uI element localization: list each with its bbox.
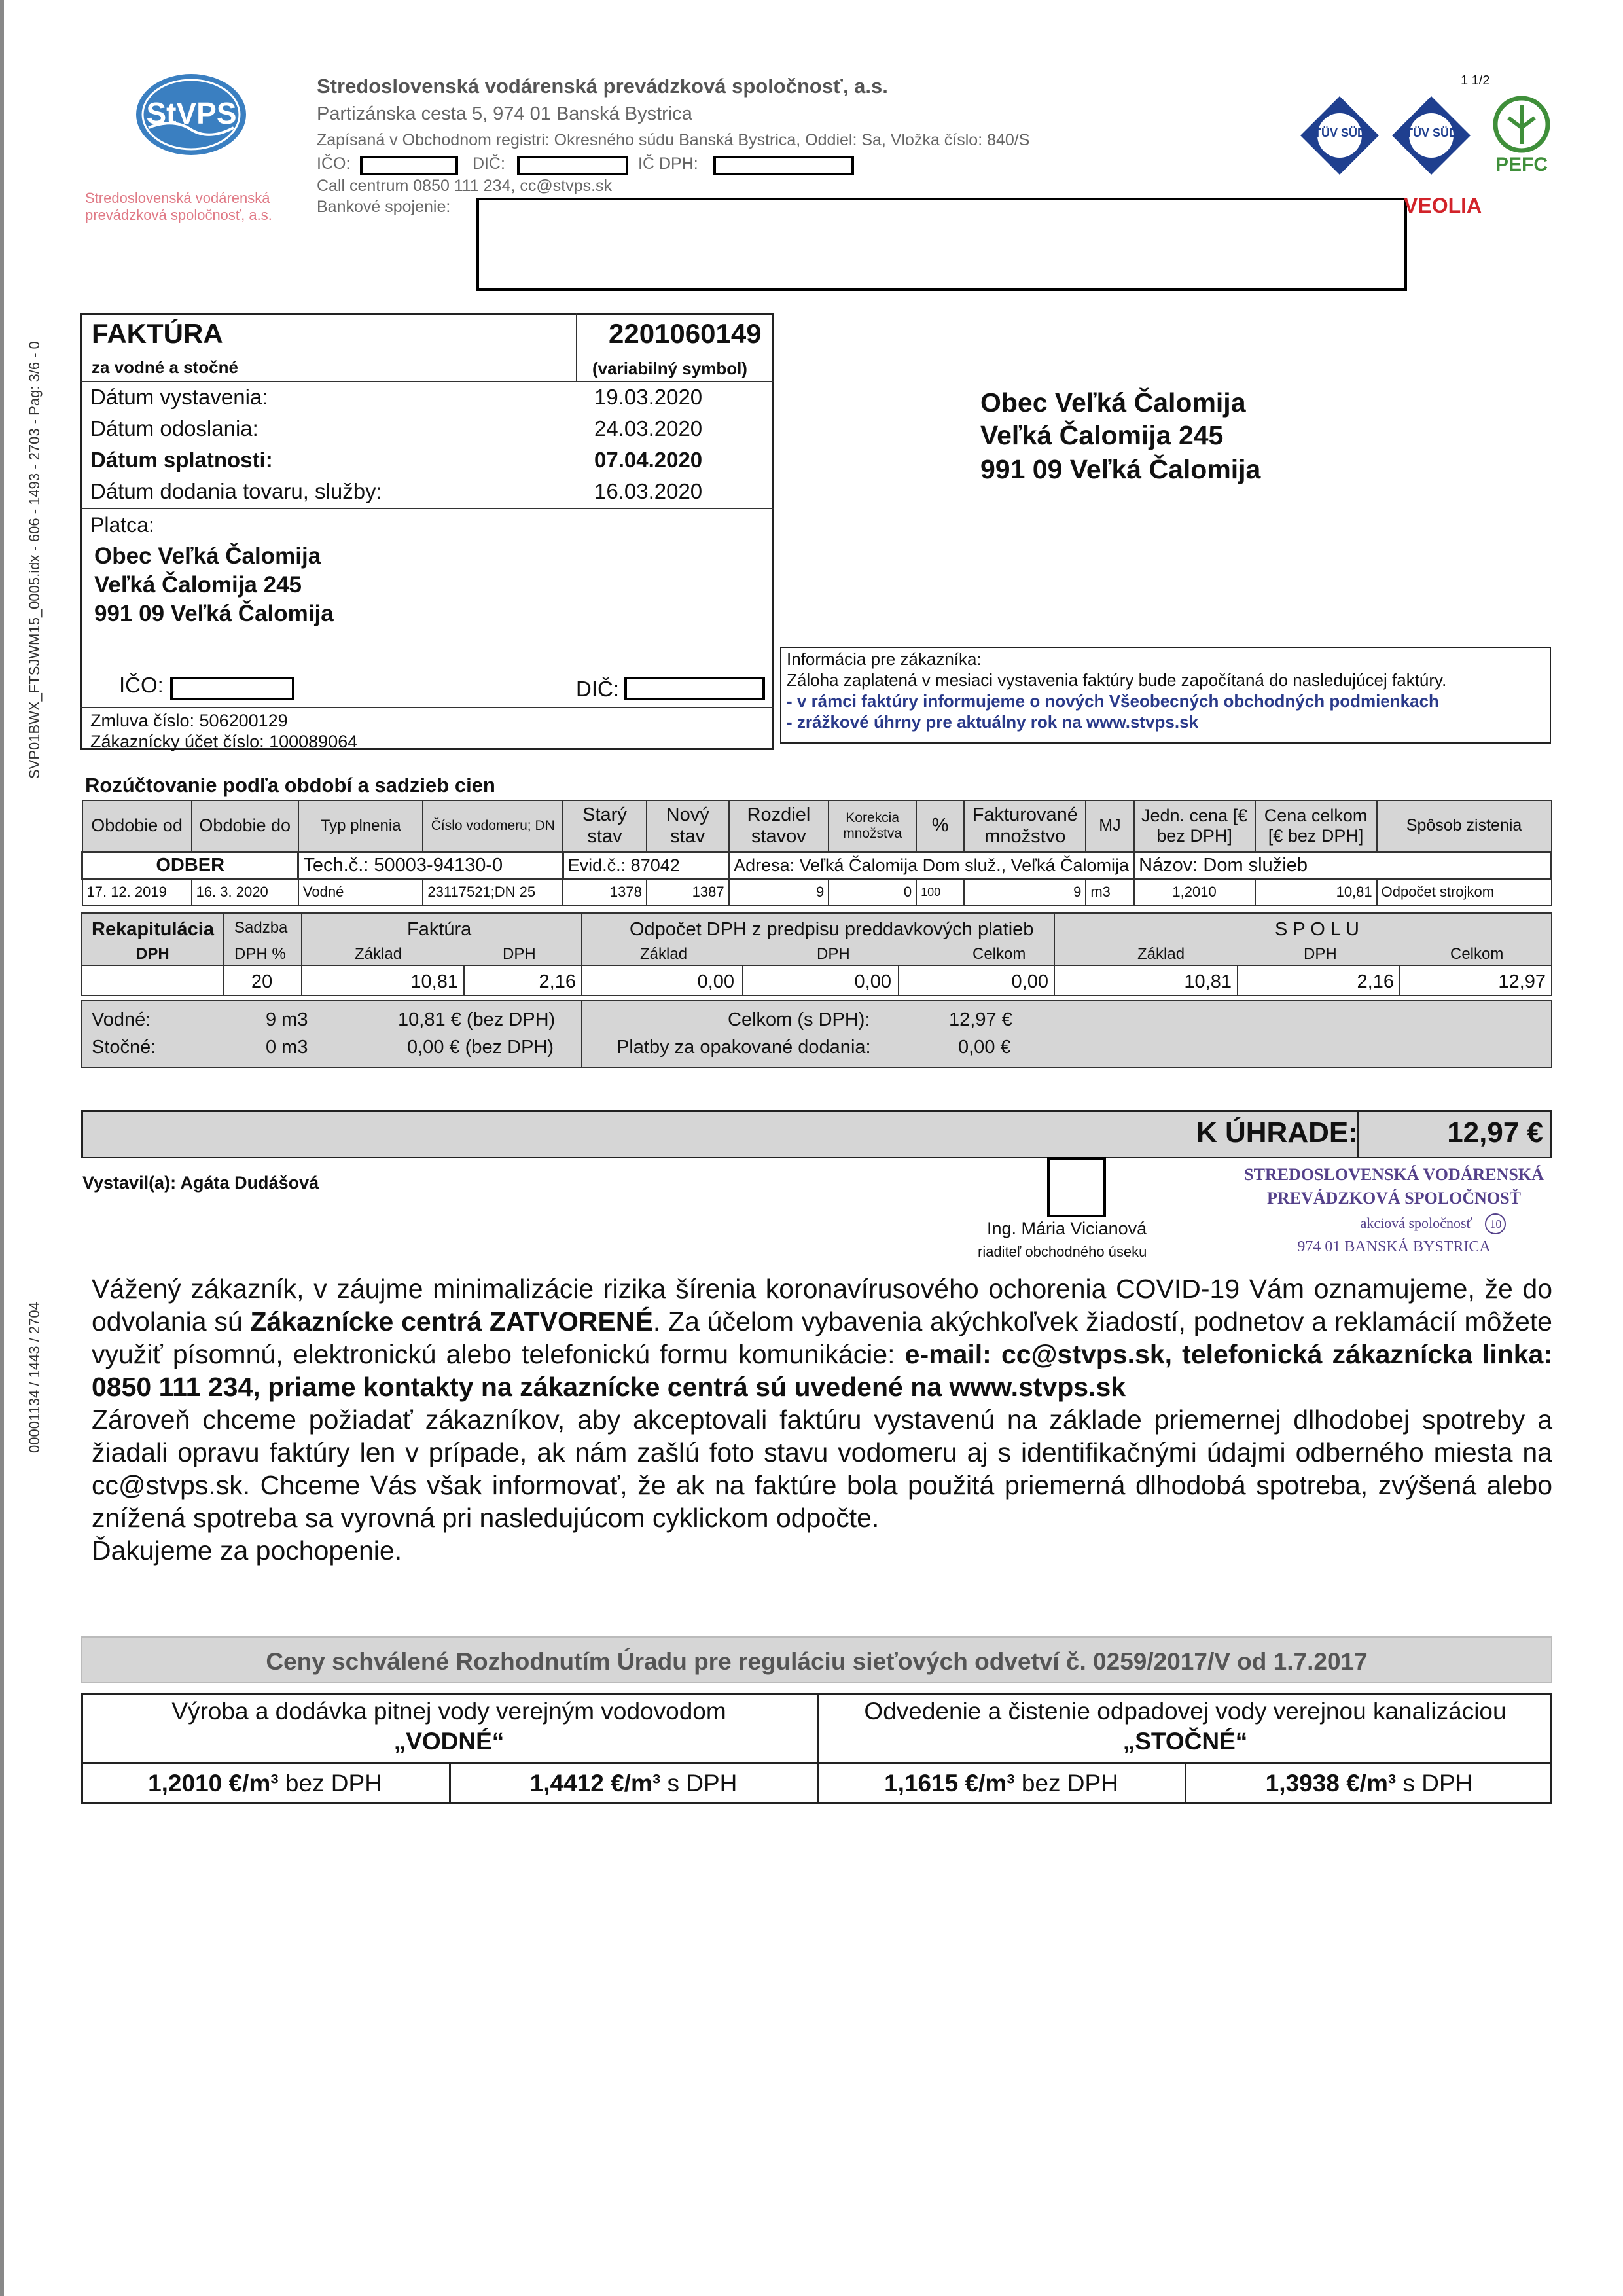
icdph-redaction [713,156,854,175]
recap-value: 0,00 [1011,971,1048,992]
price-value: 1,2010 €/m³ [148,1770,279,1797]
row-cell: 1387 [647,879,729,905]
date-row [90,448,764,479]
pefc-logo [1482,95,1561,180]
invoice-number: 2201060149 [609,318,762,349]
summary-stocne-label: Stočné: [92,1037,156,1058]
logo-caption-2: prevádzková spoločnosť, a.s. [85,207,272,223]
tuv-cert-1-label: TÜV SÜD [1313,126,1366,139]
header-cell: Jedn. cena [€ bez DPH] [1134,800,1255,852]
company-stamp [1230,1165,1558,1270]
header-cell: Starý stav [563,800,647,852]
prices-right-sub: „STOČNÉ“ [1122,1728,1248,1755]
ico-label: IČO: [317,154,351,173]
recap-value: 2,16 [1357,971,1394,992]
payer-line: Veľká Čalomija 245 [94,572,302,598]
invoice-title: FAKTÚRA [92,318,223,349]
odber-evid: Evid.č.: 87042 [563,852,728,879]
dic-redaction [517,156,628,175]
odber-tech: Tech.č.: 50003-94130-0 [298,852,563,879]
side-code-top: SVP01BWX_FTSJWM15_0005.idx - 606 - 1493 - 2703 - Pag: 3/6 - 0 [26,341,43,779]
recap-value: 10,81 [410,971,458,992]
tuv-cert-2-label: TÜV SÜD [1405,126,1457,139]
bank-label: Bankové spojenie: [317,198,451,216]
header-cell: Nový stav [647,800,729,852]
recap-celkom: Celkom [1450,945,1504,963]
date-label: Dátum vystavenia: [90,385,268,409]
recap-value: 10,81 [1184,971,1232,992]
payer-label: Platca: [90,513,154,537]
price-value: 1,3938 €/m³ [1265,1770,1397,1797]
summary-stocne-amount: 0,00 € (bez DPH) [407,1037,554,1058]
summary-platby-value: 0,00 € [958,1037,1011,1058]
header-cell: Korekcia množstva [829,800,916,852]
date-value: 16.03.2020 [594,479,703,503]
recap-dph-col: DPH [817,945,850,963]
customer-info-heading: Informácia pre zákazníka: [787,649,982,669]
price-vodne-gross [450,1770,817,1797]
stamp-line: PREVÁDZKOVÁ SPOLOČNOSŤ [1267,1189,1521,1208]
date-row [90,416,764,448]
dic-label: DIČ: [473,154,505,173]
ico-redaction [360,156,458,175]
row-cell: 9 [729,879,829,905]
company-registry: Zapísaná v Obchodnom registri: Okresného súdu Banská Bystrica, Oddiel: Sa, Vložka číslo: 840/S [317,131,1030,149]
recap-value: 0,00 [854,971,891,992]
row-cell: Vodné [298,879,423,905]
page-number: 1 1/2 [1461,73,1490,88]
customer-info-line: Záloha zaplatená v mesiaci vystavenia faktúry bude započítaná do nasledujúcej faktúry. [787,670,1447,690]
payer-line: 991 09 Veľká Čalomija [94,601,334,626]
summary-vodne-qty: 9 m3 [266,1009,308,1030]
price-stocne-net [818,1770,1185,1797]
recap-title: Rekapitulácia [92,919,214,940]
total-label: K ÚHRADE: [1196,1117,1358,1149]
billing-section-title: Rozúčtovanie podľa období a sadzieb cien [85,774,495,797]
date-value: 19.03.2020 [594,385,703,409]
summary-stocne-qty: 0 m3 [266,1037,308,1058]
invoice-number-note: (variabilný symbol) [592,359,747,378]
invoice-dates [90,385,764,511]
tuv-cert-1 [1299,95,1381,177]
date-row [90,385,764,416]
recap-value: 20 [251,971,273,992]
contract-number: Zmluva číslo: 506200129 [90,711,288,730]
summary-platby-label: Platby za opakované dodania: [616,1037,871,1058]
price-stocne-gross [1186,1770,1552,1797]
icdph-label: IČ DPH: [638,154,698,173]
header-cell: MJ [1086,800,1133,852]
customer-info-line: - v rámci faktúry informujeme o nových Všeobecných obchodných podmienkach [787,691,1439,711]
covid-notice [92,1272,1552,1567]
header-cell: Spôsob zistenia [1377,800,1552,852]
row-cell: 100 [916,879,964,905]
header-cell: Obdobie od [82,800,192,852]
call-center: Call centrum 0850 111 234, cc@stvps.sk [317,177,613,195]
recap-sadzba: Sadzba [234,919,288,937]
notice-paragraph [92,1272,1552,1403]
row-cell: 17. 12. 2019 [82,879,192,905]
recap-faktura: Faktúra [407,919,472,940]
row-cell: 9 [964,879,1086,905]
prices-right-title: Odvedenie a čistenie odpadovej vody verejnou kanalizáciou [864,1698,1507,1725]
recap-zaklad: Základ [640,945,688,963]
recap-odpocet: Odpočet DPH z predpisu preddavkových platieb [630,919,1034,940]
recap-value: 12,97 [1498,971,1546,992]
price-unit: s DPH [660,1770,738,1797]
side-code-bottom: 00001134 / 1443 / 2704 [26,1302,43,1453]
row-cell: 23117521;DN 25 [423,879,563,905]
header-cell: Typ plnenia [298,800,423,852]
recap-value: 2,16 [539,971,576,992]
logo-caption-1: Stredoslovenská vodárenská [85,190,270,206]
pefc-text: PEFC [1495,154,1548,175]
date-value: 24.03.2020 [594,416,703,440]
invoice-subtitle: za vodné a stočné [92,357,238,377]
scan-edge [0,0,4,2296]
prices-left-sub: „VODNÉ“ [393,1728,505,1755]
notice-paragraph: Zároveň chceme požiadať zákazníkov, aby akceptovali faktúru vystavenú na základe priemernej dlhodobej spotreby a žiadali opravu faktúry len v prípade, ak nám zašlú foto stavu vodomeru aj s identifikačnými údajmi odberného miesta na cc@stvps.sk. Chceme Vás však informovať, že ak na faktúre bola použitá priemerná dlhodobá spotreba, zvýšená alebo znížená spotreba sa vyrovná pri nasledujúcom cyklickom odpočte. [92,1405,1552,1533]
logo-text: StVPS [146,96,237,130]
recap-dph: DPH [136,945,169,963]
header-cell: Cena celkom [€ bez DPH] [1255,800,1377,852]
row-cell: 16. 3. 2020 [192,879,298,905]
price-vodne-net [81,1770,449,1797]
header-cell: Obdobie do [192,800,298,852]
stamp-line [1230,1213,1558,1234]
date-label: Dátum dodania tovaru, služby: [90,479,382,503]
recap-spolu: S P O L U [1275,919,1359,940]
row-cell: 10,81 [1255,879,1377,905]
payer-dic-redaction [624,677,765,700]
stamp-line: 974 01 BANSKÁ BYSTRICA [1297,1238,1491,1255]
prices-title: Ceny schválené Rozhodnutím Úradu pre reguláciu sieťových odvetví č. 0259/2017/V od 1.7.2017 [266,1648,1368,1675]
odber-label: ODBER [82,852,298,879]
signer-role: riaditeľ obchodného úseku [978,1244,1147,1260]
price-unit: bez DPH [278,1770,382,1797]
notice-paragraph: Ďakujeme za pochopenie. [92,1535,402,1566]
row-cell: m3 [1086,879,1133,905]
company-logo [134,72,249,157]
odber-nazov: Názov: Dom služieb [1134,852,1552,879]
recap-sadzba-pct: DPH % [234,945,286,963]
payer-ico-redaction [170,677,294,700]
company-name: Stredoslovenská vodárenská prevádzková spoločnosť, a.s. [317,75,888,98]
summary-celkom-label: Celkom (s DPH): [728,1009,870,1030]
tuv-cert-2 [1391,95,1472,177]
header-cell: Číslo vodomeru; DN [423,800,563,852]
date-label: Dátum odoslania: [90,416,259,440]
summary-celkom-value: 12,97 € [949,1009,1012,1030]
notice-highlight: Zákaznícke centrá ZATVORENÉ [250,1306,653,1336]
recap-celkom: Celkom [972,945,1026,963]
recap-dph-col: DPH [1304,945,1337,963]
recap-zaklad: Základ [355,945,402,963]
customer-info-line: - zrážkové úhrny pre aktuálny rok na www.stvps.sk [787,712,1199,732]
stamp-line: STREDOSLOVENSKÁ VODÁRENSKÁ [1244,1165,1544,1184]
date-row [90,479,764,511]
header-cell: Rozdiel stavov [729,800,829,852]
row-cell: 1,2010 [1134,879,1255,905]
payer-line: Obec Veľká Čalomija [94,543,321,569]
summary-vodne-amount: 10,81 € (bez DPH) [398,1009,556,1030]
recipient-line: Veľká Čalomija 245 [980,420,1224,450]
odber-adresa: Adresa: Veľká Čalomija Dom služ., Veľká Čalomija [729,852,1134,879]
row-cell: Odpočet strojkom [1377,879,1552,905]
recap-dph-col: DPH [503,945,536,963]
row-cell: 0 [829,879,916,905]
price-value: 1,4412 €/m³ [529,1770,661,1797]
date-label: Dátum splatnosti: [90,448,273,472]
bank-redaction [476,198,1407,291]
recipient-line: Obec Veľká Čalomija [980,387,1246,418]
total-value: 12,97 € [1447,1117,1543,1149]
date-value: 07.04.2020 [594,448,703,472]
account-number: Zákaznícky účet číslo: 100089064 [90,732,358,751]
company-address: Partizánska cesta 5, 974 01 Banská Bystrica [317,103,692,124]
recap-zaklad: Základ [1137,945,1185,963]
row-cell: 1378 [563,879,647,905]
payer-ico-label: IČO: [119,673,164,697]
stamp-number: 10 [1485,1213,1506,1234]
header-cell: Fakturované množstvo [964,800,1086,852]
price-unit: s DPH [1396,1770,1473,1797]
recap-value: 0,00 [697,971,734,992]
prices-left-title: Výroba a dodávka pitnej vody verejným vodovodom [171,1698,726,1725]
billing-table [81,800,1552,906]
header-cell: % [916,800,964,852]
notice-contacts: e-mail: cc@stvps.sk, telefonická zákaznícka linka: 0850 111 234, priame kontakty na zákaznícke centrá sú uvedené na www.stvps.sk [92,1339,1552,1402]
veolia-logo: VEOLIA [1404,194,1482,217]
summary-vodne-label: Vodné: [92,1009,151,1030]
price-value: 1,1615 €/m³ [884,1770,1015,1797]
stamp-type: akciová spoločnosť [1360,1215,1472,1231]
recipient-line: 991 09 Veľká Čalomija [980,454,1261,484]
signature-redaction [1047,1157,1106,1217]
notice-text: Vážený zákazník, v záujme minimalizácie rizika šírenia koronavírusového ochorenia COVID-19 Vám oznamujeme, že do odvolania sú [92,1274,1552,1336]
signer-name: Ing. Mária Vicianová [987,1219,1147,1238]
price-unit: bez DPH [1014,1770,1118,1797]
payer-dic-label: DIČ: [576,677,619,701]
notice-text: . Za účelom vybavenia akýchkoľvek žiadostí, podnetov a reklamácií môžete využiť písomnú, elektronickú alebo telefonickú formu komunikácie: [92,1306,1552,1369]
issued-by: Vystavil(a): Agáta Dudášová [82,1173,319,1193]
